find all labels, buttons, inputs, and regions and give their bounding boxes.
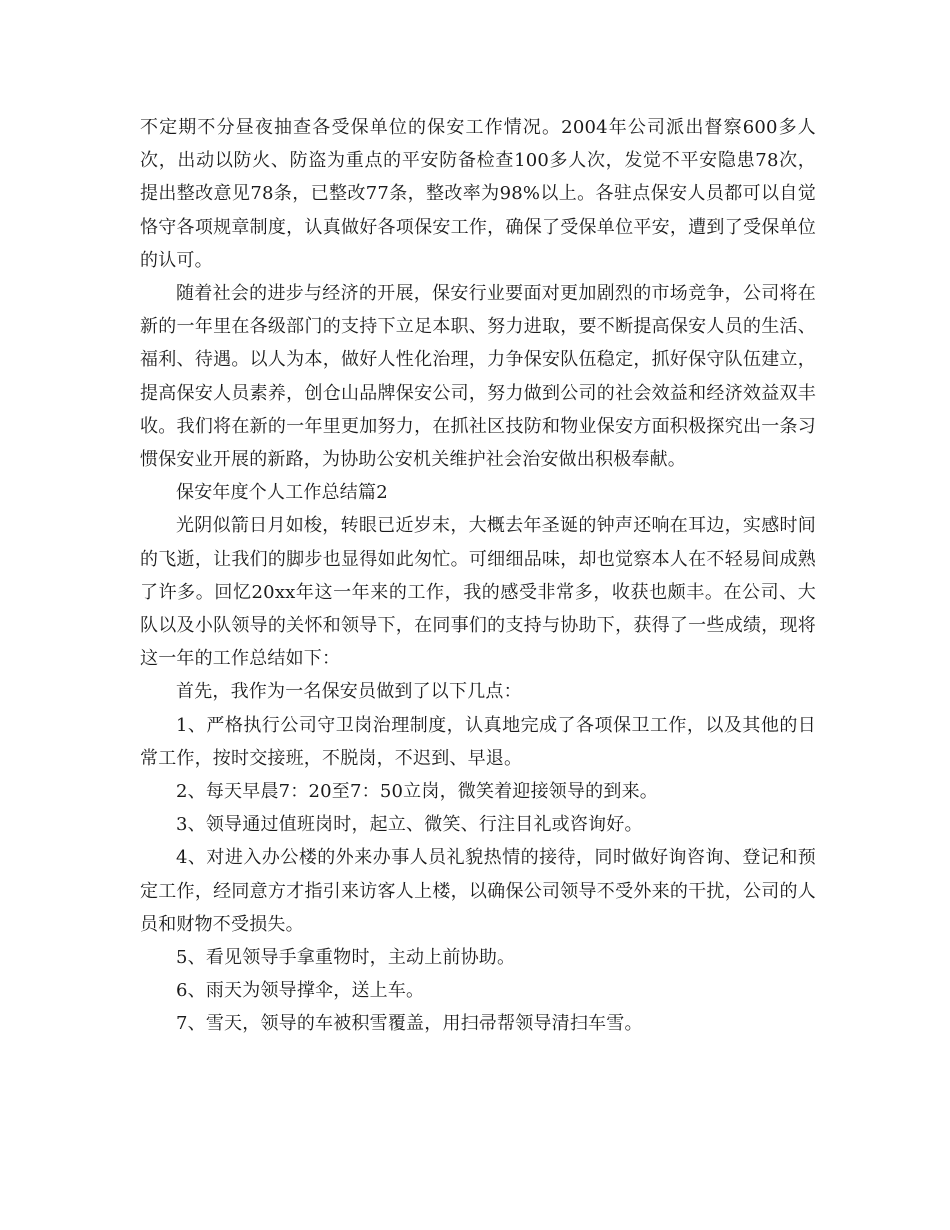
list-item-7: 7、雪天，领导的车被积雪覆盖，用扫帚帮领导清扫车雪。: [176, 1013, 643, 1035]
paragraph-year-review: 光阴似箭日月如梭，转眼已近岁末，大概去年圣诞的钟声还响在耳边，实感时间的飞逝，让我们的脚步也显得如此匆忙。可细细品味，却也觉察本人在不轻易间成熟了许多。回忆20xx年这一年来的工作，我的感受非常多，收获也颇丰。在公司、大队以及小队领导的关怀和领导下，在同事们的支持与协助下，获得了一些成绩，现将这一年的工作总结如下：: [140, 515, 816, 670]
list-item-2: 2、每天早晨7：20至7：50立岗，微笑着迎接领导的到来。: [176, 781, 658, 803]
list-item-1: 1、严格执行公司守卫岗治理制度，认真地完成了各项保卫工作，以及其他的日常工作，按时交接班，不脱岗，不迟到、早退。: [140, 714, 816, 769]
paragraph-inspection-summary: 不定期不分昼夜抽查各受保单位的保安工作情况。2004年公司派出督察600多人次，出动以防火、防盗为重点的平安防备检查100多人次，发觉不平安隐患78次，提出整改意见78条，已整改77条，整改率为98%以上。各驻点保安人员都可以自觉恪守各项规章制度，认真做好各项保安工作，确保了受保单位平安，遭到了受保单位的认可。: [140, 117, 816, 271]
list-item-6: 6、雨天为领导撑伞，送上车。: [176, 980, 425, 1002]
list-item-3: 3、领导通过值班岗时，起立、微笑、行注目礼或咨询好。: [176, 814, 643, 836]
document-body: [140, 111, 816, 1041]
list-item-4: 4、对进入办公楼的外来办事人员礼貌热情的接待，同时做好询咨询、登记和预定工作，经同意方才指引来访客人上楼，以确保公司领导不受外来的干扰，公司的人员和财物不受损失。: [140, 847, 816, 935]
paragraph-intro-points: 首先，我作为一名保安员做到了以下几点：: [176, 681, 522, 703]
section-heading: 保安年度个人工作总结篇2: [176, 482, 388, 504]
paragraph-future-plan: 随着社会的进步与经济的开展，保安行业要面对更加剧烈的市场竞争，公司将在新的一年里在各级部门的支持下立足本职、努力进取，要不断提高保安人员的生活、福利、待遇。以人为本，做好人性化治理，力争保安队伍稳定，抓好保守队伍建立，提高保安人员素养，创仓山品牌保安公司，努力做到公司的社会效益和经济效益双丰收。我们将在新的一年里更加努力，在抓社区技防和物业保安方面积极探究出一条习惯保安业开展的新路，为协助公安机关维护社会治安做出积极奉献。: [140, 283, 816, 471]
list-item-5: 5、看见领导手拿重物时，主动上前协助。: [176, 947, 516, 969]
